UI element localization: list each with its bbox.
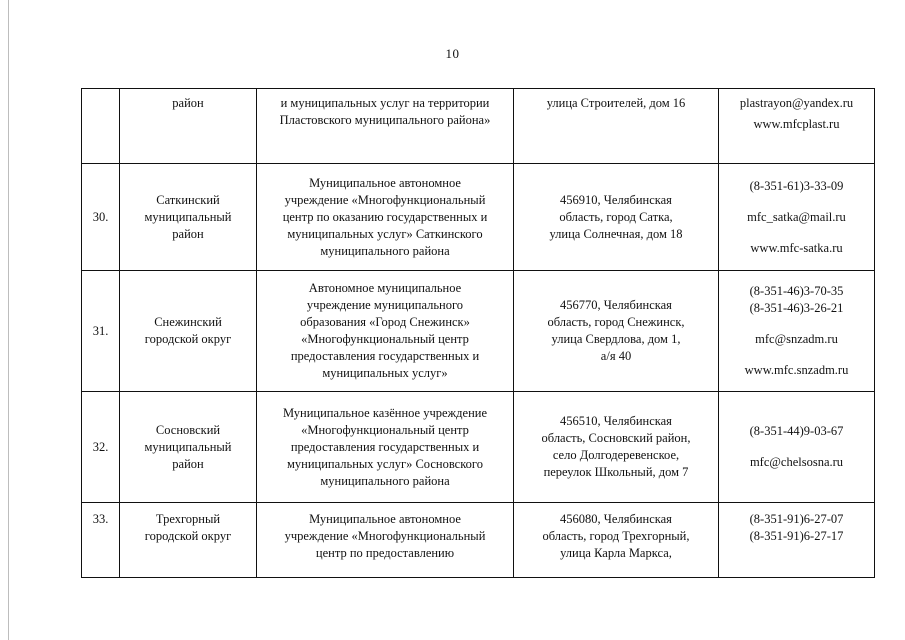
municipality-name-line: Трехгорный: [155, 512, 221, 526]
organization-line: «Многофункциональный центр: [301, 422, 469, 437]
row-number: 31.: [82, 271, 120, 392]
phone-number: (8-351-61)3-33-09: [749, 178, 844, 193]
scan-edge-line: [8, 0, 9, 640]
municipality-name: [120, 392, 257, 503]
organization-line: «Многофункциональный центр: [301, 332, 469, 346]
organization-name: [257, 392, 514, 503]
municipality-name-line: Саткинский: [156, 192, 220, 207]
table-row: [82, 164, 875, 271]
organization-name: [257, 271, 514, 392]
website-link[interactable]: www.mfcplast.ru: [753, 117, 840, 131]
address-line: 456910, Челябинская: [560, 192, 672, 207]
address-line: село Долгодеревенское,: [552, 448, 680, 462]
table-row: [82, 89, 875, 164]
phone-number: (8-351-46)3-26-21: [749, 301, 844, 315]
organization-line: Муниципальное казённое учреждение: [282, 405, 488, 420]
municipality-name-line: городской округ: [144, 332, 232, 346]
contacts: [719, 164, 875, 271]
organization-line: муниципальных услуг» Сосновского: [287, 456, 483, 471]
organization-name: [257, 89, 514, 164]
organization-line: муниципального района: [320, 473, 450, 488]
organization-line: учреждение муниципального: [306, 298, 464, 312]
organization-line: центр по оказанию государственных и: [282, 209, 488, 224]
email-link[interactable]: mfc@snzadm.ru: [755, 332, 838, 346]
row-number: 32.: [82, 392, 120, 503]
address-line: область, город Сатка,: [559, 209, 673, 224]
phone-number: (8-351-91)6-27-17: [749, 529, 844, 543]
email-link[interactable]: mfc@chelsosna.ru: [749, 455, 844, 469]
organization-line: центр по предоставлению: [315, 546, 455, 560]
municipality-name-line: муниципальный: [144, 209, 232, 224]
row-number: [82, 89, 120, 164]
address-line: область, город Снежинск,: [547, 315, 685, 329]
municipality-name-line: городской округ: [144, 529, 232, 543]
municipality-name-line: Сосновский: [155, 422, 221, 437]
website-link[interactable]: www.mfc-satka.ru: [750, 240, 843, 255]
organization-line: предоставления государственных и: [290, 439, 480, 454]
organization-line: учреждение «Многофункциональный: [284, 529, 486, 543]
address-line: улица Строителей, дом 16: [546, 96, 686, 110]
address-line: 456510, Челябинская: [560, 414, 672, 428]
municipality-name-line: район: [172, 456, 204, 471]
organization-line: Муниципальное автономное: [309, 175, 461, 190]
address: [514, 271, 719, 392]
address-line: 456080, Челябинская: [560, 512, 672, 526]
address-line: улица Солнечная, дом 18: [549, 226, 683, 241]
address-line: область, город Трехгорный,: [542, 529, 690, 543]
municipality-name-line: район: [172, 96, 204, 110]
phone-number: (8-351-44)9-03-67: [749, 424, 844, 438]
municipality-name: [120, 271, 257, 392]
phone-number: (8-351-46)3-70-35: [749, 284, 844, 298]
contacts: [719, 271, 875, 392]
address-line: а/я 40: [600, 349, 632, 363]
address: [514, 164, 719, 271]
organization-line: муниципальных услуг» Саткинского: [287, 226, 483, 241]
table-row: [82, 503, 875, 578]
address-line: улица Карла Маркса,: [560, 546, 672, 560]
organization-line: Автономное муниципальное: [308, 281, 462, 295]
municipality-name-line: муниципальный: [144, 439, 232, 454]
email-link[interactable]: mfc_satka@mail.ru: [747, 209, 846, 224]
address-line: область, Сосновский район,: [541, 431, 691, 445]
organization-line: Пластовского муниципального района»: [279, 113, 491, 127]
organization-name: [257, 503, 514, 578]
municipality-name-line: Снежинский: [154, 315, 222, 329]
phone-number: (8-351-91)6-27-07: [749, 512, 844, 526]
municipality-name-line: район: [172, 226, 204, 241]
address: [514, 392, 719, 503]
table-row: [82, 271, 875, 392]
address: [514, 503, 719, 578]
mfc-registry-table: [81, 88, 875, 578]
contacts: [719, 89, 875, 164]
organization-line: муниципальных услуг»: [322, 366, 448, 380]
municipality-name: [120, 164, 257, 271]
organization-name: [257, 164, 514, 271]
organization-line: муниципального района: [320, 243, 450, 258]
address-line: 456770, Челябинская: [560, 298, 672, 312]
website-link[interactable]: www.mfc.snzadm.ru: [744, 363, 849, 377]
page-number: 10: [445, 46, 460, 61]
table-row: [82, 392, 875, 503]
organization-line: Муниципальное автономное: [309, 512, 461, 526]
contacts: [719, 392, 875, 503]
email-link[interactable]: plastrayon@yandex.ru: [739, 96, 854, 110]
municipality-name: [120, 89, 257, 164]
address: [514, 89, 719, 164]
contacts: [719, 503, 875, 578]
address-line: улица Свердлова, дом 1,: [551, 332, 681, 346]
address-line: переулок Школьный, дом 7: [543, 465, 689, 479]
row-number: 33.: [82, 503, 120, 578]
organization-line: предоставления государственных и: [290, 349, 480, 363]
municipality-name: [120, 503, 257, 578]
organization-line: образования «Город Снежинск»: [300, 315, 470, 329]
organization-line: учреждение «Многофункциональный: [284, 192, 486, 207]
row-number: 30.: [82, 164, 120, 271]
organization-line: и муниципальных услуг на территории: [280, 96, 490, 110]
